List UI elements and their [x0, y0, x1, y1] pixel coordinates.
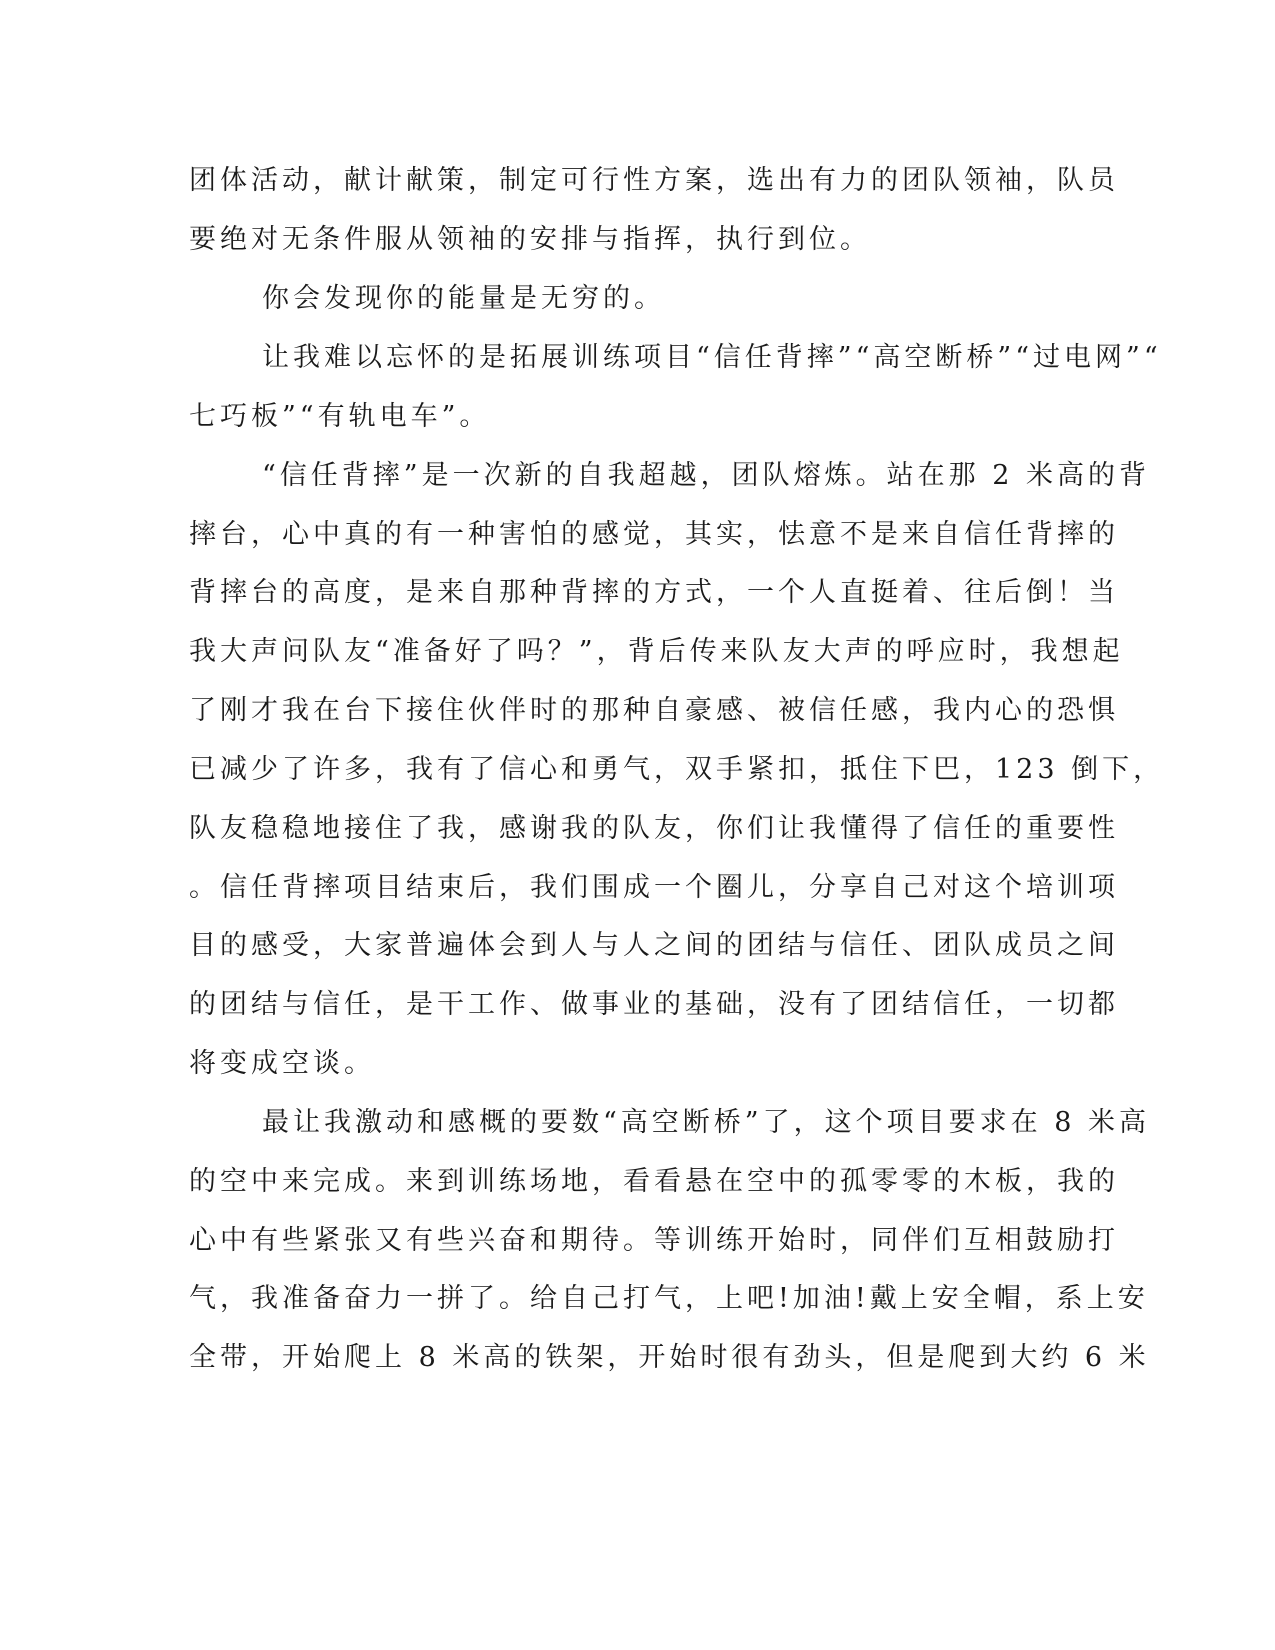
text-line: 摔台，心中真的有一种害怕的感觉，其实，怯意不是来自信任背摔的 [189, 519, 1119, 550]
text-line: 将变成空谈。 [189, 1048, 375, 1079]
text-line: 七巧板”“有轨电车”。 [189, 401, 491, 432]
text-line: 。信任背摔项目结束后，我们围成一个圈儿，分享自己对这个培训项 [189, 872, 1119, 903]
text-line: 我大声问队友“准备好了吗？”，背后传来队友大声的呼应时，我想起 [189, 636, 1124, 667]
paragraph-start-line: 最让我激动和感概的要数“高空断桥”了，这个项目要求在 8 米高 [262, 1107, 1150, 1138]
text-line: 的空中来完成。来到训练场地，看看悬在空中的孤零零的木板，我的 [189, 1166, 1119, 1197]
text-line: 心中有些紧张又有些兴奋和期待。等训练开始时，同伴们互相鼓励打 [189, 1225, 1119, 1256]
paragraph-start-line: “信任背摔”是一次新的自我超越，团队熔炼。站在那 2 米高的背 [262, 460, 1150, 491]
text-line: 全带，开始爬上 8 米高的铁架，开始时很有劲头，但是爬到大约 6 米 [189, 1342, 1150, 1373]
text-line: 已减少了许多，我有了信心和勇气，双手紧扣，抵住下巴，123 倒下， [189, 754, 1165, 785]
paragraph-start-line: 你会发现你的能量是无穷的。 [262, 283, 665, 314]
text-line: 团体活动，献计献策，制定可行性方案，选出有力的团队领袖，队员 [189, 165, 1119, 196]
text-line: 队友稳稳地接住了我，感谢我的队友，你们让我懂得了信任的重要性 [189, 813, 1119, 844]
paragraph-start-line: 让我难以忘怀的是拓展训练项目“信任背摔”“高空断桥”“过电网”“ [262, 342, 1162, 373]
text-line: 了刚才我在台下接住伙伴时的那种自豪感、被信任感，我内心的恐惧 [189, 695, 1119, 726]
text-line: 气，我准备奋力一拼了。给自己打气，上吧!加油!戴上安全帽，系上安 [189, 1283, 1149, 1314]
text-line: 要绝对无条件服从领袖的安排与指挥，执行到位。 [189, 224, 871, 255]
text-line: 的团结与信任，是干工作、做事业的基础，没有了团结信任，一切都 [189, 989, 1119, 1020]
text-line: 目的感受，大家普遍体会到人与人之间的团结与信任、团队成员之间 [189, 930, 1119, 961]
text-line: 背摔台的高度，是来自那种背摔的方式，一个人直挺着、往后倒！当 [189, 577, 1119, 608]
